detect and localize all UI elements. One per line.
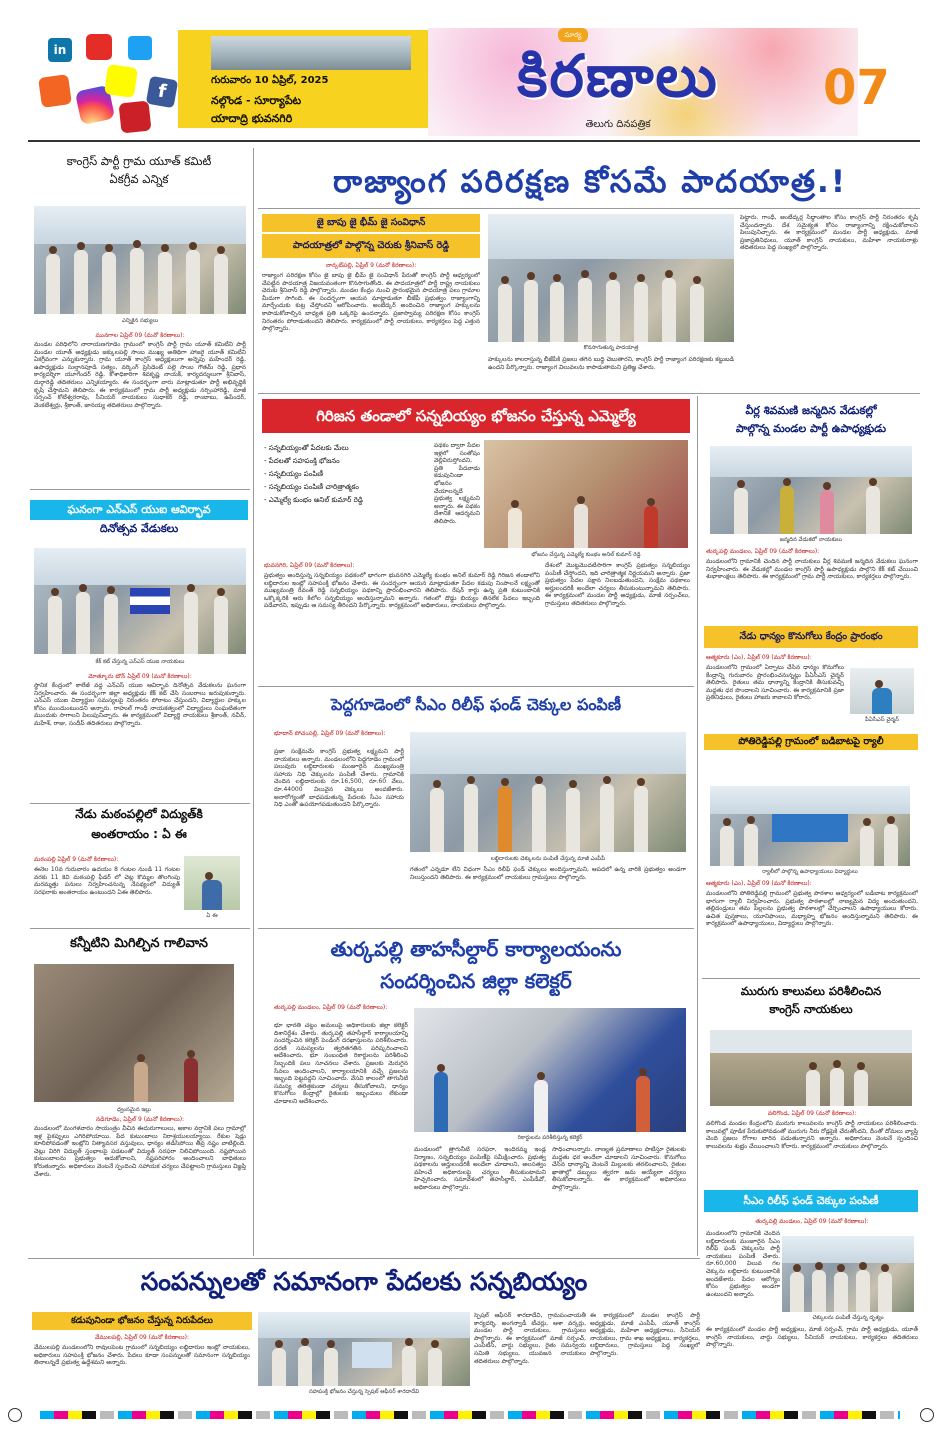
center-body-2b: దేశంలో మొట్టమొదటిసారిగా కాంగ్రెస్ ప్రభుత్వం సన్నబియ్యం పంపిణీ చేస్తోందని, ఇది చారిత్రాత్మక నిర్ణయమని అన్నారు. ప్రజా ప్రభుత్వం పేదల పక్షాన నిలబడుతుందని, సంక్షేమ పథకాలు అర్హులందరికీ అందేలా చర్యలు తీసుకుంటున్నామని తెలిపారు. ఈ కార్యక్రమంలో మండల పార్టీ అధ్యక్షుడు, మాజీ సర్పంచ్‌లు, గ్రామస్తులు తదితరులు పాల్గొన్నారు. [545,562,690,607]
masthead-date: గురువారం 10 ఏప్రిల్, 2025 [211,75,329,86]
center-rule-1 [258,393,920,394]
center-photo-3 [410,732,686,852]
youtube-icon [86,34,112,60]
center-body-2: ప్రభుత్వం అందిస్తున్న సన్నబియ్యం పథకంలో భాగంగా భువనగిరి ఎమ్మెల్యే కుంభం అనిల్ కుమార్ రెడ్డి గిరిజన తండాలోని లబ్ధిదారుల ఇంట్లో సహపంక్తి భోజనం చేశారు. ఈ సందర్భంగా ఆయన మాట్లాడుతూ పేదల కడుపు నింపాలనే లక్ష్యంతో ముఖ్యమంత్రి రేవంత్ రెడ్డి సన్నబియ్యం పథకాన్ని ప్రారంభించారని తెలిపారు. రేషన్ కార్డు ఉన్న ప్రతి కుటుంబానికి ఒక్కొక్కరికి ఆరు కిలోల సన్నబియ్యం అందిస్తున్నామని అన్నారు. గతంలో దొడ్డు బియ్యం తినలేక పేదలు ఇబ్బంది పడేవారని, ఇప్పుడు ఆ సమస్య తీరిందని పేర్కొన్నారు. కార్యక్రమంలో అధికారులు, నాయకులు పాల్గొన్నారు. [264,572,540,610]
center-rule-3 [258,928,694,929]
left-h3-line1: నేడు మఠంపల్లిలో విద్యుత్‌కి [75,807,203,821]
center-sub-line2: పాదయాత్రలో పాల్గొన్న చెరుకు శ్రీనివాస్ రెడ్డి [262,234,480,258]
pacs-chairman-portrait [850,668,914,714]
bottom-headline: సంపన్నులతో సమానంగా పేదలకు సన్నబియ్యం [140,1267,588,1296]
right-dateline-5: తుర్కపల్లి మండలం, ఏప్రిల్ 09 (మనో కిరణాలు): [755,1218,869,1225]
center-h4-line1: తుర్కపల్లి తాహసీల్దార్ కార్యాలయంను [330,937,622,961]
center-dateline-1: నార్కట్‌పల్లి, ఏప్రిల్ 9 (మనో కిరణాలు): [325,262,417,269]
center-body-1b: హక్కులను కాలరాస్తున్న బీజేపీకి ప్రజలు తగిన బుద్ధి చెబుతారని, కాంగ్రెస్ పార్టీ రాజ్యాంగ పరిరక్షణకు కట్టుబడి ఉందని పేర్కొన్నారు. రాజ్యాంగ విలువలను కాపాడుతామని ప్రతిజ్ఞ చేశారు. [488,356,734,371]
left-body-3: ఈనెల 10వ గురువారం ఉదయం 8 గంటల నుండి 11 గంటల వరకు 11 కెవి మఠంపల్లి ఫీడర్ లో చెట్ల కొమ్మల తొలగింపు మరమ్మత్తు పనులు నిర్వహించనున్న నేపథ్యంలో విద్యుత్ సరఫరాకు అంతరాయం ఉంటుందని ఏఈ తెలిపారు. [34,866,180,896]
center-photo-4 [414,1008,686,1132]
bullet-3: - సన్నబియ్యం పంపిణీ [264,470,324,478]
right-photo-5 [782,1236,914,1312]
left-body-1: మండల పరిధిలోని నారాయణగూడెం గ్రామంలో కాంగ్రెస్ పార్టీ గ్రామ యూత్ కమిటీని పార్టీ మండల యూత్ అధ్యక్షుడు జక్కులపల్లి సాంబ ముఖ్య అతిథిగా హాజరై యూత్ కమిటీని ఏకగ్రీవంగా ఎన్నుకున్నారు. గ్రామ యూత్ కాంగ్రెస్ అధ్యక్షులుగా అన్నెపు మహేందర్ రెడ్డి, ఉపాధ్యక్షుడు సుల్తానపూడి సత్యం, వర్కింగ్ ప్రెసిడెంట్ పల్లె సాంబ గౌతమ్ రెడ్డి, ప్రధాన కార్యదర్శిగా యూగేందర్ రెడ్డి, కోశాధికారిగా శివకృష్ణ నాయక్, కార్యదర్శులుగా శ్రీనివాస్, దుర్గారెడ్డి తదితరులు ఎన్నికయ్యారు. ఈ సందర్భంగా వారు మాట్లాడుతూ పార్టీ అభివృద్ధికి కృషి చేస్తామని తెలిపారు. ఈ కార్యక్రమంలో గ్రామ పార్టీ అధ్యక్షుడు నర్సింహారెడ్డి, మాజీ సర్పంచ్ కోటేశ్వరరావు, సీనియర్ నాయకులు సుధాకర్ రెడ్డి, రాంబాబు, ఉపేందర్, వెంకటేశ్వర్లు, శ్రీకాంత్, జానయ్య తదితరులు పాల్గొన్నారు. [34,341,246,409]
center-sub-line1: జై బాపు జై భీమ్ జై సంవిధాన్ [262,214,480,232]
center-body-4b: మండలంలో త్రాగునీటి సరఫరా, ఇందిరమ్మ ఇండ్ల నిర్మాణం, సన్నబియ్యం పంపిణీపై సమీక్షించారు. ప్రభుత్వ పథకాలను అర్హులందరికీ అందేలా చూడాలని, అలసత్వం వహించే అధికారులపై చర్యలు తీసుకుంటామని హెచ్చరించారు. సమావేశంలో తహసీల్దార్, ఎంపీడీవో, అధికారులు పాల్గొన్నారు. [414,1146,546,1191]
center-bullets [264,442,434,532]
center-h3: పెద్దగూడెంలో సీఎం రిలీఫ్ ఫండ్ చెక్కుల పంపిణీ [330,695,622,714]
center-h2: గిరిజన తండాలో సన్నబియ్యం భోజనం చేస్తున్న ఎమ్మెల్యే [262,399,690,433]
right-caption-5: చెక్కులను పంపిణీ చేస్తున్న దృశ్యం [812,1315,884,1321]
right-body-5b: ఈ కార్యక్రమంలో మండల పార్టీ అధ్యక్షులు, మాజీ సర్పంచ్, గ్రామ పార్టీ అధ్యక్షుడు, యూత్ కాంగ్రెస్ నాయకులు, వార్డు సభ్యులు, సీనియర్ నాయకులు, కార్యకర్తలు తదితరులు పాల్గొన్నారు. [706,1326,918,1349]
left-dateline-2: మోత్కూరు టౌన్ ఏప్రిల్ 09 (మనో కిరణాలు): [88,673,192,680]
right-body-5: మండలంలోని గ్రామానికి చెందిన లబ్ధిదారులకు మంజూరైన సీఎం రిలీఫ్ ఫండ్ చెక్కులను పార్టీ నాయకులు పంపిణీ చేశారు. రూ.60,000 విలువ గల చెక్కును లబ్ధిదారు కుటుంబానికి అందజేశారు. పేదల ఆరోగ్యం కోసం ప్రభుత్వం అండగా ఉంటుందని అన్నారు. [706,1230,780,1298]
city-photo [211,36,411,70]
bottom-dateline: వేములపల్లి, ఏప్రిల్ 09 (మనో కిరణాలు): [94,1334,189,1341]
left-rule-3 [30,928,250,929]
right-dateline-3: ఆత్మకూరు (ఎం), ఏప్రిల్ 09 (మనో కిరణాలు): [706,880,812,887]
left-dateline-1: మునగాల ఏప్రిల్ 09 (మనో కిరణాలు): [95,332,185,339]
right-photo-1 [710,446,912,534]
ae-caption: ఏ ఈ [206,913,218,919]
right-body-1: మండలంలోని గ్రామానికి చెందిన పార్టీ నాయకులు వీర్ల శివమణి జన్మదిన వేడుకలు ఘనంగా నిర్వహించారు. ఈ వేడుకల్లో మండల కాంగ్రెస్ పార్టీ ఉపాధ్యక్షుడు పాల్గొని కేక్ కట్ చేయించి శుభాకాంక్షలు తెలిపారు. ఈ కార్యక్రమంలో గ్రామ పార్టీ నాయకులు, కార్యకర్తలు పాల్గొన్నారు. [706,558,918,581]
center-caption-4: రికార్డులను పరిశీలిస్తున్న కలెక్టర్ [517,1135,583,1141]
right-caption-3: ర్యాలీలో పాల్గొన్న ఉపాధ్యాయులు విద్యార్థులు [762,869,858,875]
right-rule-3 [702,978,920,979]
center-body-3: ప్రజా సంక్షేమమే కాంగ్రెస్ ప్రభుత్వ లక్ష్యమని పార్టీ నాయకులు అన్నారు. మండలంలోని పెద్దగూడెం గ్రామంలో పలువురు లబ్ధిదారులకు మంజూరైన ముఖ్యమంత్రి సహాయ నిధి చెక్కులను పంపిణీ చేశారు. గ్రామానికి చెందిన లబ్ధిదారులకు రూ.16,500, రూ.60 వేలు, రూ.44000 విలువైన చెక్కులు అందజేశారు. అనారోగ్యంతో బాధపడుతున్న పేదలకు సీఎం సహాయ నిధి ఎంతో ఉపయోగపడుతుందని పేర్కొన్నారు. [274,748,404,809]
bottom-body-2: స్పెషల్ ఆఫీసర్ శారదాదేవి, గ్రామపంచాయతీ కార్యదర్శి, అంగన్వాడీ టీచర్లు, ఆశా వర్కర్లు, మండల పార్టీ నాయకులు, గ్రామస్తులు పాల్గొన్నారు. ఈ కార్యక్రమంలో మాజీ సర్పంచ్, ఎంపీటీసీ, వార్డు సభ్యులు, రైతు సమన్వయ సమితి సభ్యులు, యువజన నాయకులు తదితరులు పాల్గొన్నారు. [474,1312,586,1365]
right-h1-line1: వీర్ల శివమణి జన్మదిన వేడుకల్లో [745,404,877,417]
bottom-caption: సహపంక్తి భోజనం చేస్తున్న స్పెషల్ ఆఫీసర్ శారదాదేవి [308,1389,420,1395]
masthead-districts-2: యాదాద్రి భువనగిరి [211,112,293,125]
bottom-banner [352,1342,392,1368]
center-dateline-4: తుర్కపల్లి మండలం, ఏప్రిల్ 09 (మనో కిరణాలు): [274,1004,388,1011]
left-h2-line2: దినోత్సవ వేడుకలు [99,522,179,535]
left-body-2: స్థానిక కేంద్రంలో కాలేజీ వద్ద ఎన్ఎస్ యుఐ ఆవిర్భావ దినోత్సవ వేడుకలను ఘనంగా నిర్వహించారు. ఈ సందర్భంగా జిల్లా అధ్యక్షుడు కేక్ కట్ చేసి సంబరాలు జరుపుకున్నారు. ఎన్ఎస్ యుఐ విద్యార్థుల సమస్యలపై నిరంతరం పోరాటం చేస్తుందని, విద్యార్థుల హక్కుల కోసం ముందుంటుందని అన్నారు. రాహుల్ గాంధీ నాయకత్వంలో విద్యార్థులు సంఘటితంగా ముందుకు సాగాలని పిలుపునిచ్చారు. ఈ కార్యక్రమంలో విద్యార్థి నాయకులు శ్రీకాంత్, నవీన్, మహేశ్, రాజు, సందీప్ తదితరులు పాల్గొన్నారు. [34,682,246,727]
left-h2-line1: ఘనంగా ఎన్ఎస్ యుఐ ఆవిర్భావ [30,500,248,520]
center-body-1: రాజ్యాంగ పరిరక్షణ కోసం జై బాపు జై భీమ్ జై సంవిధాన్ పేరుతో కాంగ్రెస్ పార్టీ ఆధ్వర్యంలో చేపట్టిన పాదయాత్ర విజయవంతంగా కొనసాగుతోంది. ఈ పాదయాత్రలో పార్టీ రాష్ట్ర నాయకులు చెరుకు శ్రీనివాస్ రెడ్డి పాల్గొన్నారు. మండల కేంద్రం నుంచి ప్రారంభమైన పాదయాత్ర పలు గ్రామాల మీదుగా సాగింది. ఈ సందర్భంగా ఆయన మాట్లాడుతూ బీజేపీ ప్రభుత్వం రాజ్యాంగాన్ని మార్చేందుకు కుట్ర చేస్తోందని ఆరోపించారు. అంబేద్కర్ అందించిన రాజ్యాంగ హక్కులను కాపాడుకోవాల్సిన బాధ్యత ప్రతి ఒక్కరిపై ఉందన్నారు. ప్రజాస్వామ్య పరిరక్షణ కోసం కాంగ్రెస్ నిరంతరం పోరాడుతుందని తెలిపారు. కార్యక్రమంలో పార్టీ నాయకులు, కార్యకర్తలు పెద్ద ఎత్తున పాల్గొన్నారు. [262,272,480,333]
right-photo-3 [710,786,910,866]
pinterest-icon [119,101,152,134]
left-body-4: మండలంలో మంగళవారం సాయంత్రం వీచిన ఈదురుగాలులు, అకాల వర్షానికి పలు గ్రామాల్లో ఇళ్ల పైకప్పులు ఎగిరిపోయాయి. పేద కుటుంబాలు నిరాశ్రయులయ్యాయి. రేకుల షెడ్లు కూలిపోవడంతో ఇంట్లోని నిత్యావసర వస్తువులు, ధాన్యం తడిసిపోయి తీవ్ర నష్టం వాటిల్లింది. చెట్లు విరిగి విద్యుత్ స్తంభాలపై పడటంతో విద్యుత్ సరఫరా నిలిచిపోయింది. నష్టపోయిన కుటుంబాలను ప్రభుత్వం ఆదుకోవాలని, నష్టపరిహారం అందించాలని బాధితులు కోరుతున్నారు. అధికారులు వెంటనే స్పందించి సహాయక చర్యలు చేపట్టాలని గ్రామస్తులు విజ్ఞప్తి చేశారు. [34,1125,246,1178]
left-h3-line2: అంతరాయం : ఏ ఈ [91,827,187,841]
paper-tagline: తెలుగు దినపత్రిక [585,119,651,130]
left-photo-4 [34,964,234,1102]
bottom-rule [28,1258,700,1259]
column-rule-left [253,148,254,1256]
social-icons-cluster [28,28,178,136]
left-h1-line2: ఏకగ్రీవ ఎన్నిక [109,172,169,186]
bottom-body-3: ఈ కార్యక్రమంలో మండల కాంగ్రెస్ పార్టీ అధ్యక్షుడు, మాజీ ఎంపీపీ, యూత్ కాంగ్రెస్ అధ్యక్షుడు, మహిళా అధ్యక్షురాలు, సీనియర్ నాయకులు, గ్రామ శాఖ అధ్యక్షులు, కార్యకర్తలు, లబ్ధిదారులు, గ్రామస్తులు పెద్ద సంఖ్యలో పాల్గొన్నారు. [590,1312,700,1357]
bullet-5: - ఎమ్మెల్యే కుంభం అనిల్ కుమార్ రెడ్డి [264,496,363,504]
right-h4-line2: కాంగ్రెస్ నాయకులు [769,1002,853,1016]
center-photo-1 [488,214,734,342]
pacs-chairman-caption: పీఏసీఎస్ చైర్మన్ [865,717,899,723]
center-body-3b: గతంలో ఎన్నడూ లేని విధంగా సీఎం రిలీఫ్ ఫండ్ చెక్కులు అందిస్తున్నామని, ఆపదలో ఉన్న వారికి ప్రభుత్వం అండగా నిలుస్తుందని తెలిపారు. ఈ కార్యక్రమంలో నాయకులు గ్రామస్తులు పాల్గొన్నారు. [410,866,686,881]
center-h4-line2: సందర్శించిన జిల్లా కలెక్టర్ [380,969,572,993]
center-caption-3: లబ్ధిదారులకు చెక్కులను పంపిణీ చేస్తున్న మాజీ ఎంపీపీ [490,856,606,862]
registration-bar [0,1408,945,1424]
center-body-1c: పెట్టారు. గాంధీ, అంబేద్కర్ల సిద్ధాంతాల కోసం కాంగ్రెస్ పార్టీ నిరంతరం కృషి చేస్తుందన్నారు. దేశ సమైక్యత కోసం రాజ్యాంగాన్ని రక్షించుకోవాలని పిలుపునిచ్చారు. ఈ కార్యక్రమంలో మండల పార్టీ అధ్యక్షుడు, మాజీ ప్రజాప్రతినిధులు, యూత్ కాంగ్రెస్ నాయకులు, మహిళా నాయకురాళ్లు తదితరులు పెద్ద సంఖ్యలో పాల్గొన్నారు. [740,214,918,252]
center-dateline-3: భూదాన్ పోచంపల్లి, ఏప్రిల్ 09 (మనో కిరణాలు): [274,730,386,737]
snapchat-icon [104,64,138,98]
center-main-headline: రాజ్యాంగ పరిరక్షణ కోసమే పాదయాత్ర.! [333,164,847,200]
left-dateline-3: మఠంపల్లి ఏప్రిల్ 9 (మనో కిరణాలు): [34,856,119,863]
right-h4-line1: మురుగు కాలువలు పరిశీలించిన [740,984,882,998]
center-rule-2 [258,686,694,687]
bottom-body-1: వేములపల్లి మండలంలోని రావులపెంట గ్రామంలో సన్నబియ్యం లబ్ధిదారుల ఇంట్లో నాయకులు, అధికారులు సహపంక్తి భోజనం చేశారు. పేదలు కూడా సంపన్నులతో సమానంగా సన్నబియ్యం తినాలన్నదే ప్రభుత్వ ఉద్దేశమని అన్నారు. [34,1344,250,1367]
left-caption-1: ఎన్నికైన సభ్యులు [121,318,159,324]
bottom-sub: కడుపునిండా భోజనం చేస్తున్న నిరుపేదలు [32,1312,252,1330]
right-body-2: మండలంలోని గ్రామంలో ఏర్పాటు చేసిన ధాన్యం కొనుగోలు కేంద్రాన్ని గురువారం ప్రారంభించనున్నట్లు పీఏసీఎస్ చైర్మన్ తెలిపారు. రైతులు తమ ధాన్యాన్ని కేంద్రానికి తీసుకువచ్చి మద్దతు ధర పొందాలని సూచించారు. ఈ కార్యక్రమానికి ప్రజా ప్రతినిధులు, రైతులు హాజరు కావాలని కోరారు. [706,664,844,702]
crosshair-left-icon [8,1408,22,1422]
bullet-2: - పేదలతో సహపంక్తి భోజనం [264,457,340,465]
column-rule-right [697,396,698,1256]
center-body-2-side: పథకం ద్వారా పేదల ఇళ్లలో సంతోషం వెల్లివిరుస్తోందని, ప్రతి పేదవాడు కడుపునిండా భోజనం చేయాలన్నదే ప్రభుత్వ లక్ష్యమని అన్నారు. ఈ పథకం దేశానికే ఆదర్శమని తెలిపారు. [434,442,480,525]
facebook-icon: f [146,76,178,108]
right-h3: పోతిరెడ్డిపల్లి గ్రామంలో బడిబాటపై ర్యాలీ [704,734,918,750]
masthead-rule [28,140,920,142]
masthead-districts-1: నల్గొండ - సూర్యాపేట [211,94,302,107]
center-rule-0 [258,208,920,209]
left-photo-2 [34,548,246,654]
right-h2: నేడు ధాన్యం కొనుగోలు కేంద్రం ప్రారంభం [704,626,918,648]
left-caption-4: ధ్వంసమైన ఇల్లు [117,1107,151,1113]
bottom-photo [258,1312,470,1386]
rally-banner [772,814,848,842]
right-caption-1: జన్మదిన వేడుకలో నాయకులు [779,537,843,543]
right-dateline-4: వలిగొండ, ఏప్రిల్ 09 (మనో కిరణాలు): [767,1110,857,1117]
left-rule-2 [30,803,250,804]
left-rule-1 [30,489,250,490]
right-h1-line2: పాల్గొన్న మండల పార్టీ ఉపాధ్యక్షుడు [735,422,887,435]
left-caption-2: కేక్ కట్ చేస్తున్న ఎన్ఎస్ యుఐ నాయకులు [95,659,185,665]
bullet-1: - సన్నబియ్యంతో పేదలకు మేలు [264,444,349,452]
right-h5: సీఎం రిలీఫ్ ఫండ్ చెక్కుల పంపిణీ [704,1190,918,1212]
right-body-4: వలిగొండ మండల కేంద్రంలోని మురుగు కాలువలను కాంగ్రెస్ పార్టీ నాయకులు పరిశీలించారు. కాలువల్లో పూడిక పేరుకుపోవడంతో మురుగు నీరు రోడ్లపైకి చేరుతోందని, దీంతో దోమలు వ్యాప్తి చెంది ప్రజలు రోగాల బారిన పడుతున్నారని అన్నారు. అధికారులు వెంటనే స్పందించి కాలువలను శుభ్రం చేయించాలని కోరారు. కార్యక్రమంలో నాయకులు పాల్గొన్నారు. [706,1120,918,1150]
center-caption-2: భోజనం చేస్తున్న ఎమ్మెల్యే కుంభం అనిల్ కుమార్ రెడ్డి [531,552,641,558]
masthead [28,28,920,136]
twitter-icon [128,36,152,60]
center-body-4: భూ భారతి చట్టం అమలుపై అధికారులకు జిల్లా కలెక్టర్ దిశానిర్దేశం చేశారు. తుర్కపల్లి తహసీల్దార్ కార్యాలయాన్ని సందర్శించిన కలెక్టర్ పెండింగ్ దరఖాస్తులను పరిశీలించారు. ధరణి సమస్యలను త్వరితగతిన పరిష్కరించాలని ఆదేశించారు. భూ సంబంధిత రికార్డులను పరిశీలించి సిబ్బందికి పలు సూచనలు చేశారు. ప్రజలకు మెరుగైన సేవలు అందించాలని, కార్యాలయానికి వచ్చే ప్రజలను ఇబ్బంది పెట్టవద్దని సూచించారు. వేసవి కాలంలో తాగునీటి సమస్య తలెత్తకుండా చర్యలు తీసుకోవాలని, ధాన్యం కొనుగోలు కేంద్రాల్లో రైతులకు ఇబ్బందులు లేకుండా చూడాలని ఆదేశించారు. [274,1022,408,1105]
bullet-4: - సన్నబియ్యం పంపిణీ చారిత్రాత్మకం [264,483,359,491]
paper-name: కిరణాలు [517,42,719,110]
ae-portrait [184,856,240,910]
center-dateline-2: భువనగిరి, ఏప్రిల్ 09 (మనో కిరణాలు): [264,562,355,569]
linkedin-icon: in [48,38,72,62]
page-number: 07 [823,60,890,116]
center-body-4c: సాధించాలన్నారు. నాణ్యత ప్రమాణాలు పాటిస్తూ రైతులకు మద్దతు ధర అందేలా చూడాలని సూచించారు. కొనుగోలు చేసిన ధాన్యాన్ని వెంటనే మిల్లులకు తరలించాలని, రైతుల ఖాతాల్లో డబ్బులు త్వరగా జమ అయ్యేలా చర్యలు తీసుకోవాలన్నారు. ఈ కార్యక్రమంలో అధికారులు పాల్గొన్నారు. [552,1146,686,1191]
left-h4: కన్నీటిని మిగిల్చిన గాలివాన [70,936,208,951]
right-dateline-1: తుర్కపల్లి మండలం, ఏప్రిల్ 09 (మనో కిరణాలు): [706,548,820,555]
color-strip [40,1411,900,1419]
right-body-3: మండలంలోని పోతిరెడ్డిపల్లి గ్రామంలో ప్రభుత్వ పాఠశాల ఆధ్వర్యంలో బడిబాట కార్యక్రమంలో భాగంగా ర్యాలీ నిర్వహించారు. ప్రభుత్వ పాఠశాలల్లో నాణ్యమైన విద్య అందుతుందని, తల్లిదండ్రులు తమ పిల్లలను ప్రభుత్వ పాఠశాలల్లో చేర్పించాలని ఉపాధ్యాయులు కోరారు. ఉచిత పుస్తకాలు, యూనిఫాంలు, మధ్యాహ్న భోజనం అందిస్తున్నామని తెలిపారు. ఈ కార్యక్రమంలో ఉపాధ్యాయులు, విద్యార్థులు పాల్గొన్నారు. [706,890,918,928]
nsui-flag [130,588,170,614]
left-h1-line1: కాంగ్రెస్ పార్టీ గ్రామ యూత్ కమిటీ [66,154,212,168]
crosshair-right-icon [920,1408,934,1422]
paper-logo-badge: సూర్య [558,28,588,42]
center-caption-1: కొనసాగుతున్న పాదయాత్ర [583,345,639,351]
center-photo-2 [484,440,688,548]
left-photo-1 [34,206,246,314]
rss-icon [38,74,72,108]
right-dateline-2: ఆత్మకూరు (ఎం), ఏప్రిల్ 09 (మనో కిరణాలు): [706,654,812,661]
left-dateline-4: నడిగూడెం, ఏప్రిల్ 9 (మనో కిరణాలు): [95,1116,185,1123]
right-photo-4 [710,1030,912,1106]
